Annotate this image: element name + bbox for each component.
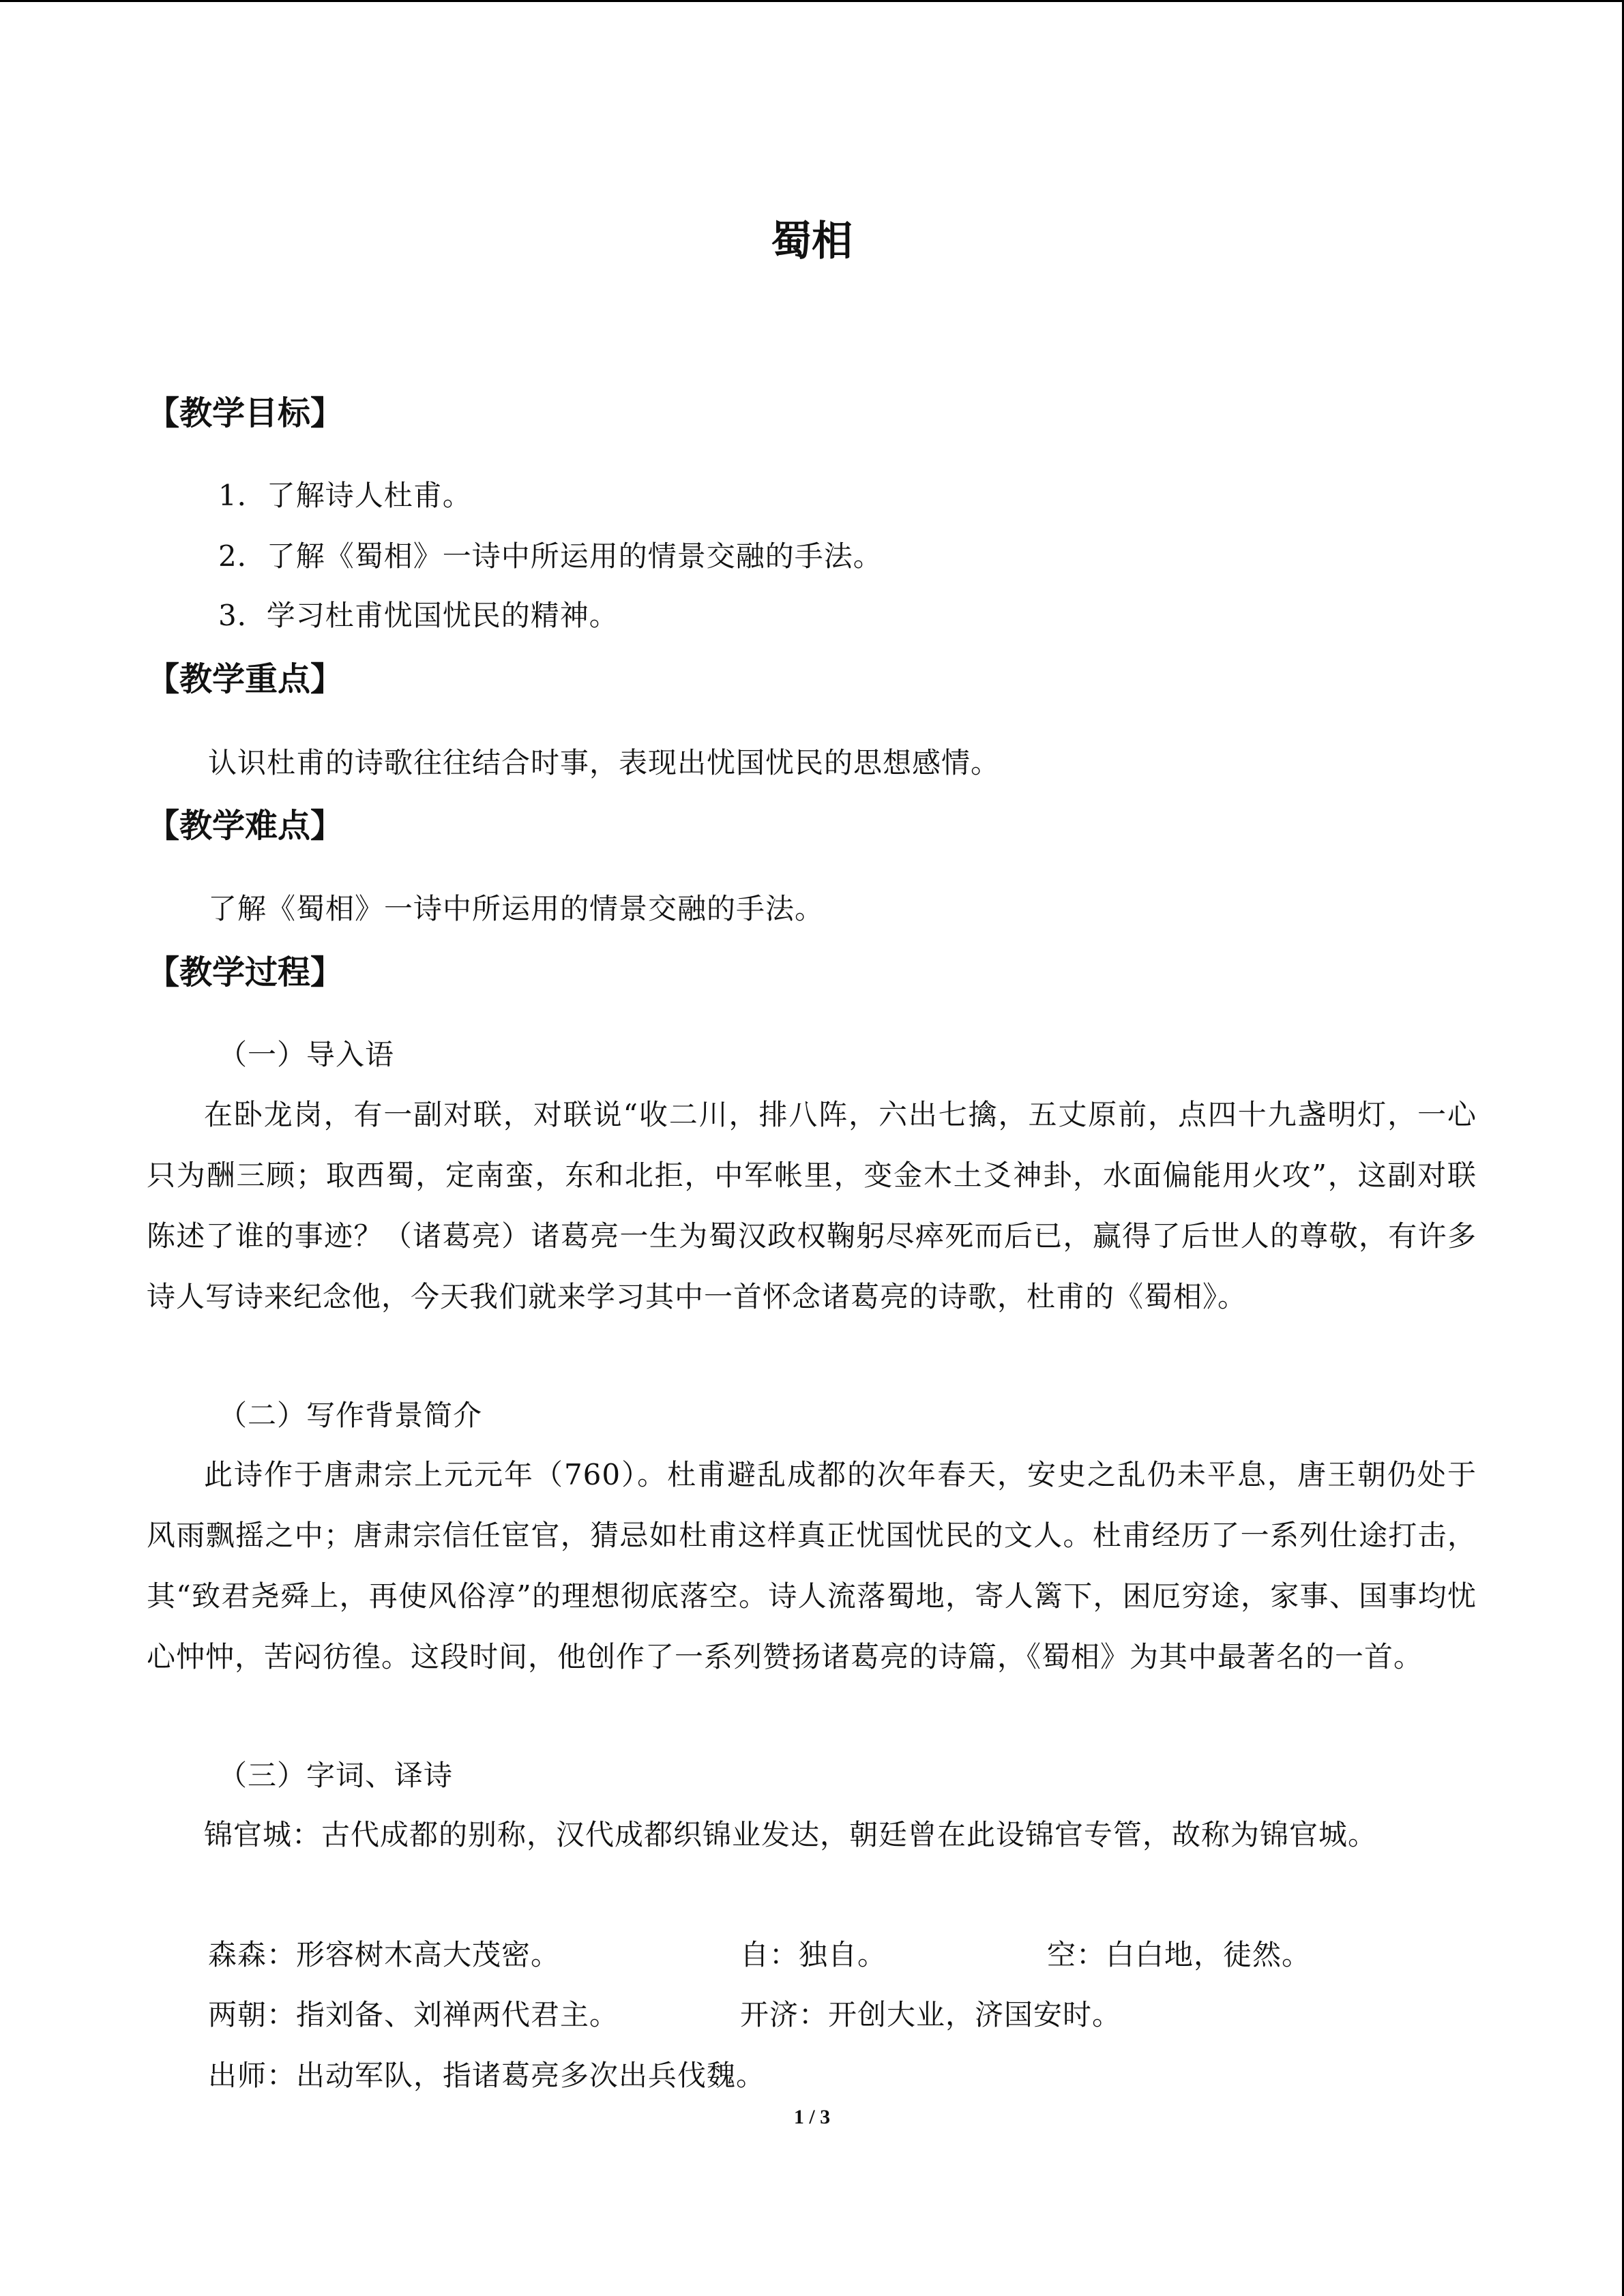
process-part2-title: （二）写作背景简介 — [218, 1399, 483, 1432]
page-number: 1 / 3 — [793, 2106, 831, 2128]
document-title: 蜀相 — [771, 218, 853, 265]
process-part1-text: 在卧龙岗，有一副对联，对联说“收二川，排八阵，六出七擒，五丈原前，点四十九盏明灯，一心只为酬三顾；取西蜀，定南蛮，东和北拒，中军帐里，变金木土爻神卦，水面偏能用火攻”，这副对联陈述了谁的事迹？（诸葛亮）诸葛亮一生为蜀汉政权鞠躬尽瘁死而后已，赢得了后世人的尊敬，有许多诗人写诗来纪念他，今天我们就来学习其中一首怀念诸葛亮的诗歌，杜甫的《蜀相》。 — [147, 1098, 1477, 1313]
goal-item-3: 3．学习杜甫忧国忧民的精神。 — [218, 599, 619, 632]
heading-teaching-goals: 【教学目标】 — [147, 394, 344, 432]
glossary-kong: 空：白白地，徒然。 — [1047, 1938, 1312, 1971]
heading-teaching-focus: 【教学重点】 — [147, 660, 344, 698]
goal-item-1: 1．了解诗人杜甫。 — [218, 479, 472, 512]
page-border-top — [0, 0, 1624, 2]
heading-teaching-process: 【教学过程】 — [147, 953, 344, 992]
process-part2-text: 此诗作于唐肃宗上元元年（760）。杜甫避乱成都的次年春天，安史之乱仍未平息，唐王朝仍处于风雨飘摇之中；唐肃宗信任宦官，猜忌如杜甫这样真正忧国忧民的文人。杜甫经历了一系列仕途打击，其“致君尧舜上，再使风俗淳”的理想彻底落空。诗人流落蜀地，寄人篱下，困厄穷途，家事、国事均忧心忡忡，苦闷彷徨。这段时间，他创作了一系列赞扬诸葛亮的诗篇，《蜀相》为其中最著名的一首。 — [147, 1458, 1477, 1673]
glossary-zi: 自：独自。 — [740, 1938, 887, 1971]
glossary-kaiji: 开济：开创大业，济国安时。 — [740, 1998, 1122, 2031]
heading-teaching-difficulty: 【教学难点】 — [147, 807, 344, 845]
process-part1-title: （一）导入语 — [218, 1038, 395, 1071]
glossary-sensen: 森森：形容树木高大茂密。 — [208, 1938, 561, 1971]
goal-item-2: 2．了解《蜀相》一诗中所运用的情景交融的手法。 — [218, 539, 883, 573]
focus-text: 认识杜甫的诗歌往往结合时事，表现出忧国忧民的思想感情。 — [208, 746, 1001, 779]
glossary-chushi: 出师：出动军队，指诸葛亮多次出兵伐魏。 — [208, 2059, 766, 2092]
glossary-jinguancheng: 锦官城：古代成都的别称，汉代成都织锦业发达，朝廷曾在此设锦官专管，故称为锦官城。 — [204, 1818, 1378, 1851]
process-part3-title: （三）字词、译诗 — [218, 1759, 454, 1792]
difficulty-text: 了解《蜀相》一诗中所运用的情景交融的手法。 — [208, 892, 825, 925]
glossary-liangchao: 两朝：指刘备、刘禅两代君主。 — [208, 1998, 619, 2031]
